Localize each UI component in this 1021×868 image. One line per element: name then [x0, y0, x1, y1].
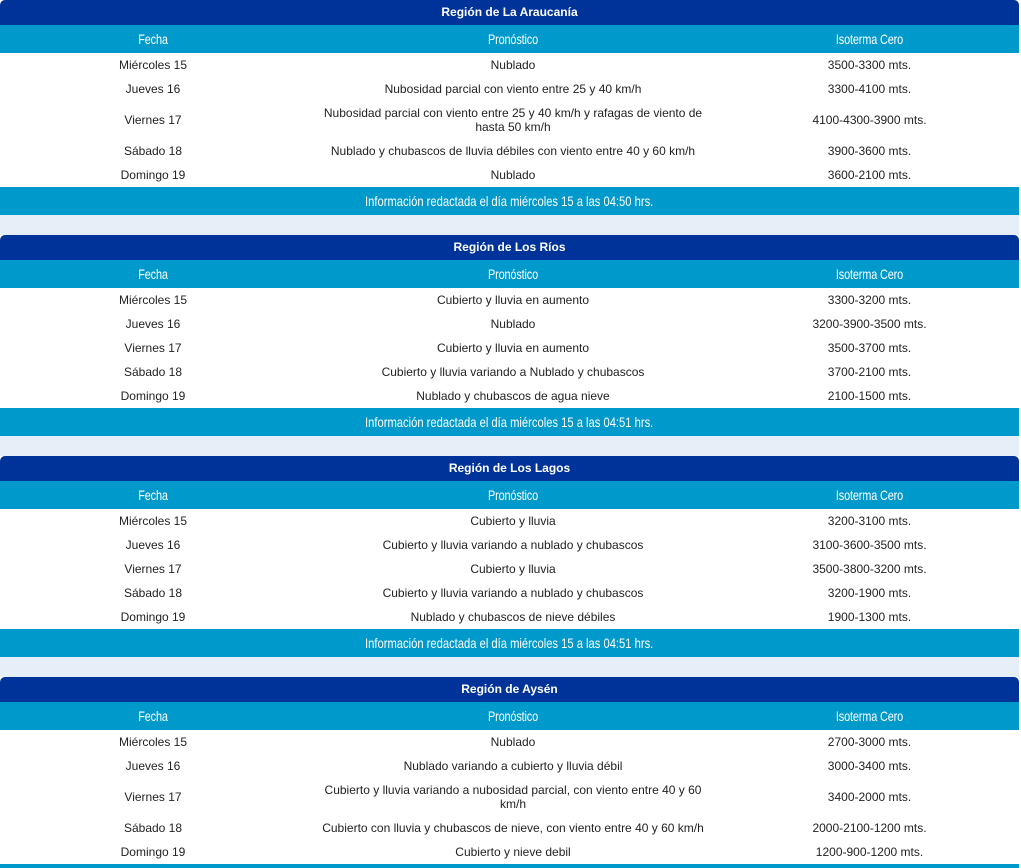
section-gap — [0, 436, 1019, 456]
cell-pronostico: Nublado — [490, 168, 536, 182]
region-section-aysen — [0, 677, 1019, 868]
cell-fecha: Miércoles 15 — [118, 735, 188, 749]
cell-isoterma: 3500-3800-3200 mts. — [812, 562, 927, 576]
region-title: Región de La Araucanía — [0, 0, 1019, 25]
table-row — [0, 730, 1019, 754]
table-row — [0, 384, 1019, 408]
table-row — [0, 288, 1019, 312]
column-header-pronostico: Pronóstico — [487, 31, 539, 47]
cell-isoterma: 1900-1300 mts. — [827, 610, 912, 624]
cell-fecha: Domingo 19 — [120, 610, 186, 624]
cell-pronostico: Cubierto y lluvia en aumento — [436, 341, 590, 355]
table-row — [0, 605, 1019, 629]
cell-fecha: Sábado 18 — [123, 144, 183, 158]
column-header-fecha: Fecha — [138, 266, 168, 282]
column-header-isoterma: Isoterma Cero — [835, 487, 904, 503]
table-row — [0, 163, 1019, 187]
cell-pronostico: Cubierto y lluvia variando a Nublado y chubascos — [381, 365, 645, 379]
region-section-los-lagos — [0, 456, 1019, 677]
cell-isoterma: 2700-3000 mts. — [827, 735, 912, 749]
cell-isoterma: 3500-3700 mts. — [827, 341, 912, 355]
column-header-isoterma: Isoterma Cero — [835, 31, 904, 47]
column-header-pronostico: Pronóstico — [487, 487, 539, 503]
cell-fecha: Viernes 17 — [124, 341, 182, 355]
cell-isoterma: 2000-2100-1200 mts. — [812, 821, 927, 835]
section-footer — [0, 629, 1019, 657]
table-row — [0, 509, 1019, 533]
cell-isoterma: 2100-1500 mts. — [827, 389, 912, 403]
cell-pronostico: Cubierto y lluvia en aumento — [436, 293, 590, 307]
column-header-isoterma: Isoterma Cero — [835, 708, 904, 724]
cell-fecha: Jueves 16 — [125, 538, 181, 552]
table-row — [0, 533, 1019, 557]
cell-isoterma: 3700-2100 mts. — [827, 365, 912, 379]
cell-pronostico: Cubierto con lluvia y chubascos de nieve, con viento entre 40 y 60 km/h — [322, 821, 704, 835]
cell-isoterma: 1200-900-1200 mts. — [815, 845, 924, 859]
cell-isoterma: 3900-3600 mts. — [827, 144, 912, 158]
region-title: Región de Los Lagos — [0, 456, 1019, 481]
table-row — [0, 581, 1019, 605]
cell-pronostico: Nublado y chubascos de lluvia débiles con viento entre 40 y 60 km/h — [330, 144, 696, 158]
cell-pronostico: Cubierto y lluvia — [470, 514, 556, 528]
cell-fecha: Viernes 17 — [124, 790, 182, 804]
cell-pronostico: Nublado — [490, 735, 536, 749]
table-row — [0, 754, 1019, 778]
cell-pronostico: Cubierto y lluvia variando a nublado y chubascos — [382, 538, 644, 552]
table-header — [0, 260, 1019, 288]
cell-fecha: Sábado 18 — [123, 586, 183, 600]
column-header-isoterma: Isoterma Cero — [835, 266, 904, 282]
cell-pronostico: Cubierto y lluvia variando a nubosidad parcial, con viento entre 40 y 60 km/h — [324, 783, 702, 811]
table-row — [0, 816, 1019, 840]
cell-isoterma: 3000-3400 mts. — [827, 759, 912, 773]
cell-fecha: Miércoles 15 — [118, 58, 188, 72]
table-header — [0, 25, 1019, 53]
cell-fecha: Viernes 17 — [124, 113, 182, 127]
table-row — [0, 336, 1019, 360]
cell-isoterma: 3300-3200 mts. — [827, 293, 912, 307]
region-section-los-rios — [0, 235, 1019, 456]
column-header-fecha: Fecha — [138, 708, 168, 724]
cell-pronostico: Nublado y chubascos de nieve débiles — [410, 610, 616, 624]
cell-isoterma: 3500-3300 mts. — [827, 58, 912, 72]
cell-isoterma: 3200-1900 mts. — [827, 586, 912, 600]
table-row — [0, 360, 1019, 384]
table-row — [0, 77, 1019, 101]
cell-pronostico: Nubosidad parcial con viento entre 25 y 40 km/h — [384, 82, 642, 96]
cell-pronostico: Nublado — [490, 317, 536, 331]
cell-fecha: Jueves 16 — [125, 82, 181, 96]
region-title: Región de Aysén — [0, 677, 1019, 702]
cell-pronostico: Cubierto y lluvia variando a nublado y chubascos — [382, 586, 644, 600]
cell-fecha: Jueves 16 — [125, 317, 181, 331]
footer-text: Información redactada el día miércoles 15 a las 04:50 hrs. — [365, 193, 654, 209]
table-row — [0, 840, 1019, 864]
footer-text: Información redactada el día miércoles 15 a las 04:51 hrs. — [365, 414, 654, 430]
cell-fecha: Domingo 19 — [120, 168, 186, 182]
table-header — [0, 702, 1019, 730]
table-row — [0, 53, 1019, 77]
cell-pronostico: Nublado variando a cubierto y lluvia débil — [403, 759, 623, 773]
table-row — [0, 778, 1019, 816]
cell-pronostico: Nubosidad parcial con viento entre 25 y 40 km/h y rafagas de viento de hasta 50 km/h — [323, 106, 703, 134]
section-footer — [0, 408, 1019, 436]
footer-text: Información redactada el día miércoles 15 a las 04:51 hrs. — [365, 635, 654, 651]
cell-pronostico: Cubierto y lluvia — [470, 562, 556, 576]
cell-isoterma: 3300-4100 mts. — [827, 82, 912, 96]
table-row — [0, 139, 1019, 163]
cell-isoterma: 3200-3100 mts. — [827, 514, 912, 528]
table-row — [0, 101, 1019, 139]
column-header-pronostico: Pronóstico — [487, 708, 539, 724]
column-header-pronostico: Pronóstico — [487, 266, 539, 282]
cell-pronostico: Cubierto y nieve debil — [455, 845, 571, 859]
cell-isoterma: 3400-2000 mts. — [827, 790, 912, 804]
column-header-fecha: Fecha — [138, 487, 168, 503]
cell-isoterma: 3100-3600-3500 mts. — [812, 538, 927, 552]
cell-fecha: Domingo 19 — [120, 389, 186, 403]
cell-fecha: Viernes 17 — [124, 562, 182, 576]
cell-isoterma: 4100-4300-3900 mts. — [812, 113, 927, 127]
cell-fecha: Sábado 18 — [123, 365, 183, 379]
region-section-araucania — [0, 0, 1019, 235]
section-footer — [0, 187, 1019, 215]
section-gap — [0, 657, 1019, 677]
cell-fecha: Sábado 18 — [123, 821, 183, 835]
cell-fecha: Miércoles 15 — [118, 293, 188, 307]
table-row — [0, 312, 1019, 336]
cell-pronostico: Nublado y chubascos de agua nieve — [416, 389, 610, 403]
cell-fecha: Miércoles 15 — [118, 514, 188, 528]
region-title: Región de Los Ríos — [0, 235, 1019, 260]
cell-isoterma: 3600-2100 mts. — [827, 168, 912, 182]
cell-pronostico: Nublado — [490, 58, 536, 72]
column-header-fecha: Fecha — [138, 31, 168, 47]
cell-isoterma: 3200-3900-3500 mts. — [812, 317, 927, 331]
section-gap — [0, 215, 1019, 235]
table-row — [0, 557, 1019, 581]
cell-fecha: Domingo 19 — [120, 845, 186, 859]
cell-fecha: Jueves 16 — [125, 759, 181, 773]
table-header — [0, 481, 1019, 509]
